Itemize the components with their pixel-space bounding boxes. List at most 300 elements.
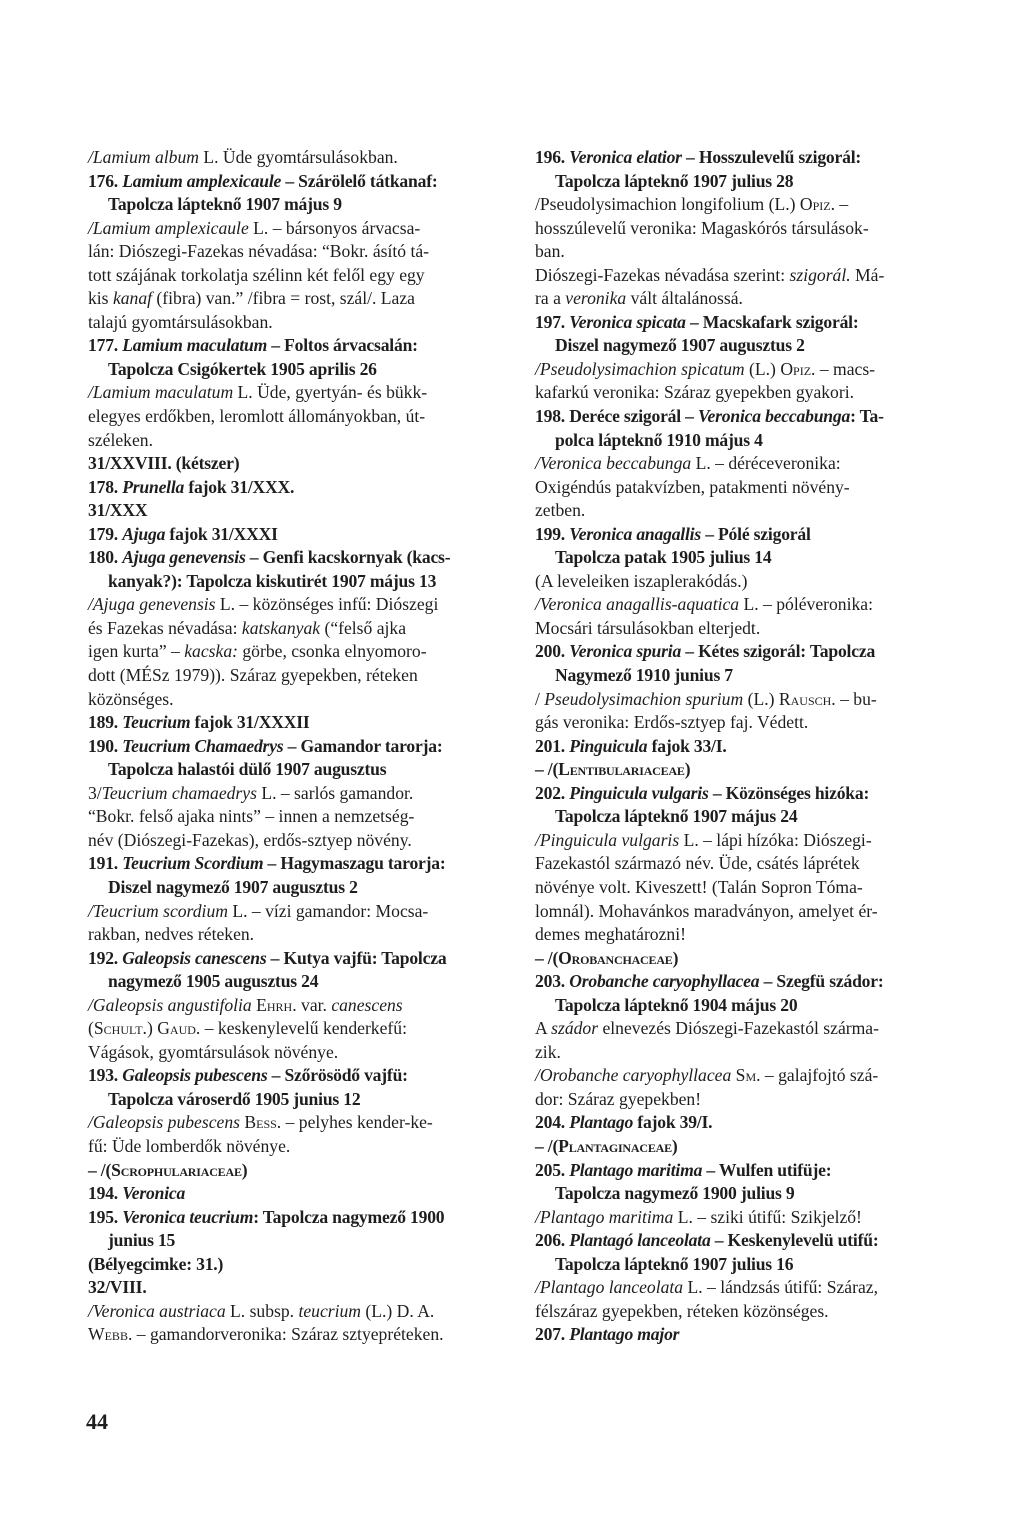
left-column-line	[88, 1111, 508, 1135]
left-column-line	[88, 1253, 508, 1277]
text-segment: /Teucrium scordium	[88, 900, 228, 921]
right-column	[535, 146, 950, 1347]
text-segment: Bess.	[244, 1112, 282, 1133]
text-segment: Gaud.	[157, 1018, 201, 1039]
text-segment: Galeopsis pubescens	[122, 1065, 268, 1086]
right-column-line	[535, 829, 950, 853]
right-column-line	[535, 1064, 950, 1088]
text-segment: ban.	[535, 241, 565, 262]
text-segment: Veronica beccabunga	[697, 406, 851, 427]
text-segment: fajok 31/XXXI	[165, 523, 278, 544]
text-segment: – Wulfen utifüje:	[702, 1159, 832, 1180]
text-segment: Nagymező 1910 junius 7	[555, 665, 733, 686]
right-column-line	[535, 711, 950, 735]
left-column-line	[88, 994, 508, 1018]
text-segment: /Pinguicula vulgaris	[535, 829, 680, 850]
left-column-line	[88, 452, 508, 476]
text-segment: Plantaginaceae	[558, 1135, 672, 1156]
text-segment: Fazekastól származó név. Üde, csátés láprétek	[535, 853, 860, 874]
text-segment: polca lápteknő 1910 május 4	[555, 429, 763, 450]
right-column-line	[535, 240, 950, 264]
text-segment: L. – póléveronika:	[739, 594, 873, 615]
text-segment: 205.	[535, 1159, 570, 1180]
text-segment: 207.	[535, 1324, 570, 1345]
text-segment: félszáraz gyepekben, réteken közönséges.	[535, 1300, 829, 1321]
page-number: 44	[86, 1409, 108, 1434]
text-segment: közönséges.	[88, 688, 174, 709]
text-segment: szádor	[551, 1018, 599, 1039]
text-segment: /	[535, 688, 545, 709]
text-segment: zetben.	[535, 500, 586, 521]
text-segment: Tapolcza lápteknő 1907 május 9	[108, 194, 342, 215]
text-segment: )	[672, 947, 679, 968]
text-segment: Oxigéndús patakvízben, patakmenti növény-	[535, 476, 850, 497]
text-segment: /Orobanche caryophyllacea	[535, 1065, 732, 1086]
text-segment: /Veronica anagallis-aquatica	[535, 594, 740, 615]
left-column-line	[88, 1182, 508, 1206]
text-segment: 179.	[88, 523, 123, 544]
text-segment: Veronica anagallis	[569, 523, 702, 544]
text-segment: kis	[88, 288, 113, 309]
text-segment: 196.	[535, 147, 570, 167]
text-segment: katskanyak	[241, 617, 321, 638]
text-segment: lomnál). Mohavánkos maradványon, amelyet ér-	[535, 900, 878, 921]
text-segment: /Galeopsis pubescens	[88, 1112, 240, 1133]
right-column-line	[535, 1041, 950, 1065]
text-segment: Tapolcza nagymező 1900 julius 9	[555, 1183, 795, 1204]
text-segment: L. Üde gyomtársulásokban.	[198, 147, 398, 167]
text-segment: /Lamium album	[88, 147, 199, 167]
text-segment: Opiz.	[799, 194, 835, 215]
left-column-line	[88, 1276, 508, 1300]
text-segment: L. – sarlós gamandor.	[256, 782, 414, 803]
text-segment: Lentibulariaceae	[558, 759, 685, 780]
text-segment: )	[241, 1159, 248, 1180]
right-column-line	[535, 617, 950, 641]
text-segment: gás veronika: Erdős-sztyep faj. Védett.	[535, 712, 809, 733]
right-column-line	[535, 876, 950, 900]
left-column-line	[88, 334, 508, 358]
text-segment: A	[535, 1018, 552, 1039]
left-column-line	[88, 1041, 508, 1065]
text-segment: )	[671, 1135, 678, 1156]
right-column-line	[535, 1088, 950, 1112]
text-segment: demes meghatározni!	[535, 924, 686, 945]
text-segment: L. – vízi gamandor: Mocsa-	[227, 900, 429, 921]
right-column-line	[535, 970, 950, 994]
right-column-line	[535, 994, 950, 1018]
text-segment: nagymező 1905 augusztus 24	[108, 971, 319, 992]
right-column-line	[535, 1206, 950, 1230]
text-segment: /Ajuga genevensis	[88, 594, 216, 615]
left-column-line	[88, 1323, 508, 1347]
left-column-line	[88, 240, 508, 264]
text-segment: Má-	[850, 264, 885, 285]
right-column-line	[535, 1229, 950, 1253]
text-segment: junius 15	[108, 1230, 176, 1251]
right-column-line	[535, 287, 950, 311]
left-column-line	[88, 852, 508, 876]
left-column-line	[88, 570, 508, 594]
text-segment: teucrium	[298, 1300, 362, 1321]
text-segment: Webb.	[88, 1324, 133, 1345]
text-segment: (“felső ajka	[320, 617, 407, 638]
text-segment: 204.	[535, 1112, 570, 1133]
text-segment: Plantagó lanceolata	[569, 1230, 711, 1251]
left-column-line	[88, 1017, 508, 1041]
text-segment: elegyes erdőkben, leromlott állományokban, út-	[88, 406, 426, 427]
text-segment: – Szőrösödő vajfü:	[267, 1065, 408, 1086]
right-column-line	[535, 523, 950, 547]
text-segment: Scrophulariaceae	[111, 1159, 242, 1180]
text-segment: L. Üde, gyertyán- és bükk-	[233, 382, 428, 403]
text-segment: Lamium amplexicaule	[122, 170, 282, 191]
text-segment: Tapolcza patak 1905 julius 14	[555, 547, 772, 568]
text-segment: Veronica teucrium	[122, 1206, 254, 1227]
text-segment: Diószegi-Fazekas névadása szerint:	[535, 264, 790, 285]
left-column-line	[88, 217, 508, 241]
text-segment: kacska:	[184, 641, 238, 662]
left-column-line	[88, 1206, 508, 1230]
right-column-line	[535, 476, 950, 500]
left-column-line	[88, 287, 508, 311]
right-column-line	[535, 1276, 950, 1300]
text-segment: – Szegfü szádor:	[759, 971, 884, 992]
text-segment: 191.	[88, 853, 123, 874]
right-column-line	[535, 1017, 950, 1041]
text-segment: 3/	[88, 782, 102, 803]
text-segment: fajok 31/XXX.	[184, 476, 295, 497]
text-segment: – Szárölelő tátkanaf:	[281, 170, 438, 191]
text-segment: Plantago major	[569, 1324, 680, 1345]
text-segment: Pinguicula	[569, 735, 648, 756]
text-segment: 195.	[88, 1206, 123, 1227]
left-column-line	[88, 1135, 508, 1159]
text-segment: L. – déréceveronika:	[691, 453, 841, 474]
right-column-line	[535, 381, 950, 405]
text-segment: (L.)	[743, 688, 779, 709]
text-segment: – Genfi kacskornyak (kacs-	[245, 547, 451, 568]
text-segment: (A leveleiken iszaplerakódás.)	[535, 570, 748, 591]
right-column-line	[535, 947, 950, 971]
left-column-line	[88, 923, 508, 947]
text-segment: – Pólé szigorál	[701, 523, 811, 544]
right-column-line	[535, 1159, 950, 1183]
left-column-line	[88, 782, 508, 806]
left-column-line	[88, 758, 508, 782]
text-segment: /Veronica austriaca	[88, 1300, 226, 1321]
right-column-line	[535, 1300, 950, 1324]
left-column-line	[88, 640, 508, 664]
left-column	[88, 146, 508, 1347]
text-segment: Veronica spuria	[569, 641, 682, 662]
right-column-line	[535, 688, 950, 712]
text-segment: igen kurta” –	[88, 641, 185, 662]
text-segment: 202.	[535, 782, 570, 803]
text-segment: /Plantago maritima	[535, 1206, 674, 1227]
text-segment: név (Diószegi-Fazekas), erdős-sztyep növény.	[88, 829, 412, 850]
text-segment: Diszel nagymező 1907 augusztus 2	[108, 876, 358, 897]
text-segment: (L.) D. A.	[361, 1300, 435, 1321]
text-segment: Vágások, gyomtársulások növénye.	[88, 1041, 339, 1062]
text-segment: Tapolcza Csigókertek 1905 aprilis 26	[108, 358, 377, 379]
text-segment: Plantago maritima	[569, 1159, 703, 1180]
text-segment: vált általánossá.	[626, 288, 743, 309]
text-segment: Orobanche caryophyllacea	[569, 971, 760, 992]
text-segment: növénye volt. Kiveszett! (Talán Sopron Tóma-	[535, 876, 863, 897]
text-segment: 203.	[535, 971, 570, 992]
text-segment: – Kutya vajfü: Tapolcza	[266, 947, 447, 968]
left-column-line	[88, 970, 508, 994]
text-segment: – Közönséges hizóka:	[708, 782, 870, 803]
right-column-line	[535, 358, 950, 382]
text-segment: hosszúlevelű veronika: Magaskórós társulások-	[535, 217, 869, 238]
text-segment: – bu-	[835, 688, 877, 709]
text-segment: 176.	[88, 170, 123, 191]
right-column-line	[535, 664, 950, 688]
right-column-line	[535, 546, 950, 570]
text-segment: var.	[296, 994, 332, 1015]
left-column-line	[88, 358, 508, 382]
text-segment: /Lamium amplexicaule	[88, 217, 249, 238]
text-segment: – pelyhes kender-ke-	[281, 1112, 433, 1133]
text-segment: Diszel nagymező 1907 augusztus 2	[555, 335, 805, 356]
text-segment: L. – lápi hízóka: Diószegi-	[679, 829, 872, 850]
text-segment: Tapolcza lápteknő 1907 julius 16	[555, 1253, 794, 1274]
text-segment: szigorál.	[789, 264, 851, 285]
left-column-line	[88, 499, 508, 523]
text-segment: (fibra) van.” /fibra = rost, szál/. Laza	[152, 288, 415, 309]
right-column-line	[535, 782, 950, 806]
right-column-line	[535, 170, 950, 194]
text-segment: Teucrium chamaedrys	[101, 782, 257, 803]
text-segment: fajok 31/XXXII	[190, 712, 310, 733]
text-segment: fű: Üde lomberdők növénye.	[88, 1135, 291, 1156]
right-column-line	[535, 1182, 950, 1206]
left-column-line	[88, 900, 508, 924]
text-segment: (Bélyegcimke: 31.)	[88, 1253, 224, 1274]
text-segment: fajok 33/I.	[647, 735, 727, 756]
text-segment: Ehrh.	[256, 994, 297, 1015]
left-column-line	[88, 193, 508, 217]
text-segment: – Macskafark szigorál:	[685, 311, 859, 332]
text-segment: 193.	[88, 1065, 123, 1086]
text-segment: Teucrium Chamaedrys	[122, 735, 284, 756]
right-column-line	[535, 805, 950, 829]
text-segment: – /(	[535, 759, 559, 780]
text-segment: – Hosszulevelű szigorál:	[681, 147, 862, 167]
text-segment: ra a	[535, 288, 566, 309]
text-segment: Rausch.	[778, 688, 836, 709]
right-column-line	[535, 758, 950, 782]
right-column-line	[535, 1323, 950, 1347]
left-column-line	[88, 381, 508, 405]
left-column-line	[88, 688, 508, 712]
text-segment: kanaf	[112, 288, 153, 309]
text-segment: L. – lándzsás útifű: Száraz,	[683, 1277, 878, 1298]
left-column-line	[88, 311, 508, 335]
text-segment: Teucrium Scordium	[122, 853, 264, 874]
text-segment: fajok 39/I.	[633, 1112, 713, 1133]
text-segment: 201.	[535, 735, 570, 756]
text-segment: Tapolcza lápteknő 1904 május 20	[555, 994, 798, 1015]
text-segment: 197.	[535, 311, 570, 332]
left-column-line	[88, 664, 508, 688]
right-column-line	[535, 429, 950, 453]
right-column-line	[535, 593, 950, 617]
text-segment: – /(	[535, 1135, 559, 1156]
text-segment: Prunella	[122, 476, 185, 497]
right-column-line	[535, 146, 950, 170]
text-segment: görbe, csonka elnyomoro-	[237, 641, 427, 662]
text-segment: dor: Száraz gyepekben!	[535, 1088, 702, 1109]
text-segment: 198. Derécе szigorál –	[535, 406, 698, 427]
text-segment: 178.	[88, 476, 123, 497]
text-segment: /Galeopsis angustifolia	[88, 994, 252, 1015]
text-segment: : Ta-	[850, 406, 884, 427]
text-segment: (	[88, 1018, 94, 1039]
text-segment: Ajuga	[122, 523, 166, 544]
left-column-line	[88, 546, 508, 570]
text-segment: L. – sziki útifű: Szikjelző!	[673, 1206, 862, 1227]
text-segment: )	[146, 1018, 158, 1039]
text-segment: Lamium maculatum	[122, 335, 268, 356]
left-column-line	[88, 1064, 508, 1088]
text-segment: – gamandorveronika: Száraz sztyepréteken.	[132, 1324, 444, 1345]
text-segment: – keskenylevelű kenderkefű:	[200, 1018, 407, 1039]
text-segment: /Pseudolysimachion spicatum	[535, 358, 745, 379]
text-segment: 194.	[88, 1183, 123, 1204]
text-segment: dott (MÉSz 1979)). Száraz gyepekben, réteken	[88, 665, 418, 686]
text-segment: canescens	[331, 994, 403, 1015]
left-column-line	[88, 170, 508, 194]
text-segment: –	[834, 194, 849, 215]
text-segment: – Hagymaszagu tarorja:	[263, 853, 446, 874]
right-column-line	[535, 217, 950, 241]
text-segment: Tapolcza lápteknő 1907 julius 28	[555, 170, 794, 191]
text-segment: Pseudolysimachion spurium	[544, 688, 744, 709]
left-column-line	[88, 523, 508, 547]
left-column-line	[88, 876, 508, 900]
text-segment: zik.	[535, 1041, 561, 1062]
left-column-line	[88, 735, 508, 759]
text-segment: – Keskenylevelü utifű:	[710, 1230, 879, 1251]
text-segment: Veronica elatior	[569, 147, 682, 167]
text-segment: lán: Diószegi-Fazekas névadása: “Bokr. ásító tá-	[88, 241, 430, 262]
right-column-line	[535, 852, 950, 876]
text-segment: 177.	[88, 335, 123, 356]
right-column-line	[535, 640, 950, 664]
left-column-line	[88, 1229, 508, 1253]
right-column-line	[535, 570, 950, 594]
text-segment: L. subsp.	[225, 1300, 299, 1321]
text-segment: 31/XXVIII. (kétszer)	[88, 453, 240, 474]
left-column-line	[88, 829, 508, 853]
text-segment: L. – közönséges infű: Diószegi	[215, 594, 439, 615]
text-segment: – Kétes szigorál: Tapolcza	[681, 641, 876, 662]
text-segment: – /(	[88, 1159, 112, 1180]
right-column-line	[535, 1111, 950, 1135]
text-segment: 32/VIII.	[88, 1277, 147, 1298]
left-column-line	[88, 617, 508, 641]
left-column-line	[88, 711, 508, 735]
text-segment: veronika	[565, 288, 627, 309]
text-segment: 31/XXX	[88, 500, 148, 521]
text-segment: Plantago	[569, 1112, 634, 1133]
text-segment: – /(	[535, 947, 559, 968]
text-segment: Sm.	[735, 1065, 761, 1086]
text-segment: Galeopsis canescens	[122, 947, 267, 968]
text-segment: talajú gyomtársulásokban.	[88, 311, 273, 332]
text-segment: – macs-	[815, 358, 876, 379]
right-column-line	[535, 735, 950, 759]
text-segment: Pinguicula vulgaris	[569, 782, 709, 803]
text-segment: /Plantago lanceolata	[535, 1277, 684, 1298]
text-segment: 190.	[88, 735, 123, 756]
left-column-line	[88, 429, 508, 453]
right-column-line	[535, 193, 950, 217]
right-column-line	[535, 923, 950, 947]
right-column-line	[535, 499, 950, 523]
text-segment: Tapolcza lápteknő 1907 május 24	[555, 806, 798, 827]
text-segment: Orobanchaceae	[558, 947, 673, 968]
text-segment: 206.	[535, 1230, 570, 1251]
text-segment: (L.)	[744, 358, 781, 379]
text-segment: – Gamandor tarorja:	[283, 735, 443, 756]
text-segment: Teucrium	[122, 712, 191, 733]
text-segment: rakban, nedves réteken.	[88, 924, 255, 945]
text-segment: széleken.	[88, 429, 153, 450]
left-column-line	[88, 593, 508, 617]
text-segment: Veronica	[122, 1183, 186, 1204]
text-segment: – galajfojtó szá-	[760, 1065, 879, 1086]
text-segment: 200.	[535, 641, 570, 662]
left-column-line	[88, 805, 508, 829]
left-column-line	[88, 476, 508, 500]
right-column-line	[535, 900, 950, 924]
text-segment: és Fazekas névadása:	[88, 617, 242, 638]
left-column-line	[88, 146, 508, 170]
right-column-line	[535, 334, 950, 358]
text-segment: “Bokr. felső ajaka nints” – innen a nemzetség-	[88, 806, 415, 827]
right-column-line	[535, 311, 950, 335]
text-segment: /Veronica beccabunga	[535, 453, 692, 474]
text-segment: tott szájának torkolatja szélinn két felől egy egy	[88, 264, 425, 285]
left-column-line	[88, 1088, 508, 1112]
right-column-line	[535, 405, 950, 429]
left-column-line	[88, 264, 508, 288]
text-segment: /Pseudolysimachion longifolium (L.)	[535, 194, 800, 215]
text-segment: kanyak?): Tapolcza kiskutirét 1907 május 13	[108, 570, 437, 591]
right-column-line	[535, 264, 950, 288]
left-column-line	[88, 405, 508, 429]
left-column-line	[88, 947, 508, 971]
text-segment: L. – bársonyos árvacsa-	[248, 217, 421, 238]
text-segment: )	[684, 759, 691, 780]
text-segment: : Tapolcza nagymező 1900	[253, 1206, 445, 1227]
text-segment: Ajuga genevensis	[122, 547, 246, 568]
text-segment: – Foltos árvacsalán:	[267, 335, 418, 356]
right-column-line	[535, 452, 950, 476]
text-segment: 199.	[535, 523, 570, 544]
text-segment: 192.	[88, 947, 123, 968]
text-segment: 189.	[88, 712, 123, 733]
text-segment: 180.	[88, 547, 123, 568]
right-column-line	[535, 1253, 950, 1277]
text-segment: Schult.	[93, 1018, 147, 1039]
text-segment: /Lamium maculatum	[88, 382, 234, 403]
left-column-line	[88, 1300, 508, 1324]
